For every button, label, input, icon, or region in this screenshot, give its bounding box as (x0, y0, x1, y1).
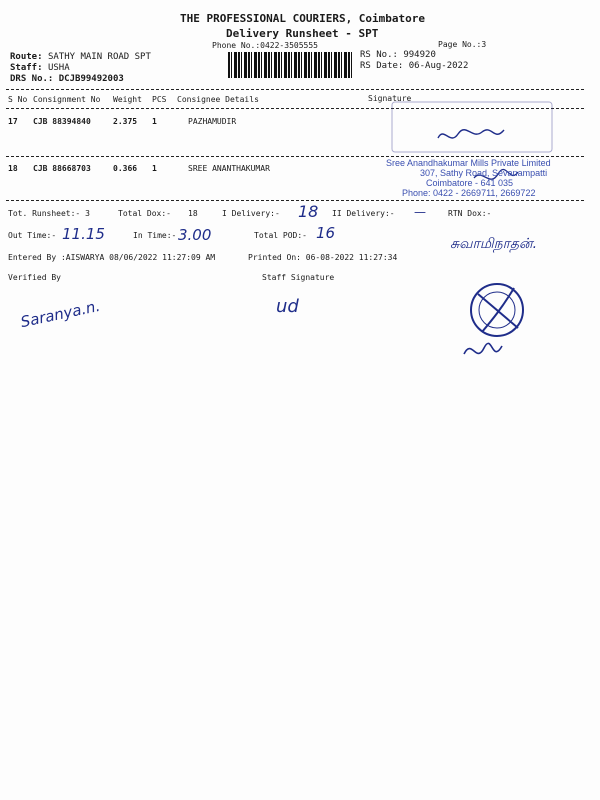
staff-label: Staff: (10, 63, 43, 73)
printed-on: Printed On: 06-08-2022 11:27:34 (248, 253, 398, 262)
row-weight: 0.366 (113, 164, 138, 173)
route-line (10, 52, 151, 62)
verified-by-label: Verified By (8, 273, 61, 282)
tot-runsheet: Tot. Runsheet:- 3 (8, 209, 90, 218)
ii-delivery-value: — (414, 205, 426, 219)
col-header-consignee: Consignee Details (177, 95, 259, 104)
total-pod-label: Total POD:- (254, 231, 307, 240)
ii-delivery-label: II Delivery:- (332, 209, 395, 218)
row-pcs: 1 (152, 117, 157, 126)
row-consignment: CJB 88394840 (33, 117, 91, 126)
staff-signature-label: Staff Signature (262, 273, 335, 282)
stamp-line: Coimbatore - 641 035 (426, 178, 514, 188)
row-consignee: SREE ANANTHAKUMAR (188, 164, 270, 173)
rs-date: RS Date: 06-Aug-2022 (360, 61, 469, 71)
staff-line (10, 63, 70, 73)
staff-value: USHA (47, 63, 70, 73)
in-time-value: 3.00 (178, 226, 212, 244)
tamil-handwritten-note: சுவாமிநாதன். (450, 236, 538, 252)
col-header-sno: S No (8, 95, 28, 104)
col-header-consignment: Consignment No (33, 95, 101, 104)
row-weight: 2.375 (113, 117, 138, 126)
signature-scribble (438, 130, 504, 138)
runsheet-title: Delivery Runsheet - SPT (226, 27, 379, 40)
stamp-line: Sree Anandhakumar Mills Private Limited (386, 158, 551, 168)
seal-signature (452, 268, 542, 378)
drs-number: DRS No.: DCJB99492003 (10, 74, 124, 84)
row-sno: 18 (8, 164, 18, 173)
staff-initials: ud (276, 296, 299, 317)
company-name: THE PROFESSIONAL COURIERS, Coimbatore (180, 12, 426, 25)
company-stamp (386, 158, 551, 198)
i-delivery-label: I Delivery:- (222, 209, 280, 218)
route-label: Route: (10, 52, 43, 62)
seal-scribble (464, 343, 502, 354)
row-pcs: 1 (152, 164, 157, 173)
total-pod-value: 16 (316, 224, 336, 242)
divider (6, 200, 584, 201)
row-consignment: CJB 88668703 (33, 164, 91, 173)
col-header-signature: Signature (368, 94, 412, 103)
total-dox-label: Total Dox:- (118, 209, 171, 218)
row-consignee: PAZHAMUDIR (188, 117, 237, 126)
barcode (228, 52, 352, 78)
stamp-line: Phone: 0422 - 2669711, 2669722 (402, 188, 536, 198)
phone-number: Phone No.:0422-3505555 (212, 41, 318, 50)
total-dox-value: 18 (188, 209, 198, 218)
stamp-line: 307, Sathy Road, Sevanampatti (420, 168, 548, 178)
col-header-weight: Weight (113, 95, 142, 104)
col-header-pcs: PCS (152, 95, 167, 104)
seal-strike (478, 288, 518, 332)
in-time-label: In Time:- (133, 231, 177, 240)
out-time-value: 11.15 (62, 225, 105, 243)
i-delivery-value: 18 (298, 202, 319, 221)
row-sno: 17 (8, 117, 18, 126)
out-time-label: Out Time:- (8, 231, 57, 240)
faded-stamp-border (392, 102, 552, 152)
entered-by: Entered By :AISWARYA 08/06/2022 11:27:09 AM (8, 253, 216, 262)
divider (6, 89, 584, 90)
rs-number: RS No.: 994920 (360, 50, 436, 60)
verified-signature: Saranya.n. (19, 296, 102, 332)
page-number: Page No.:3 (438, 40, 487, 49)
rtn-dox-label: RTN Dox:- (448, 209, 492, 218)
route-value: SATHY MAIN ROAD SPT (47, 52, 151, 62)
